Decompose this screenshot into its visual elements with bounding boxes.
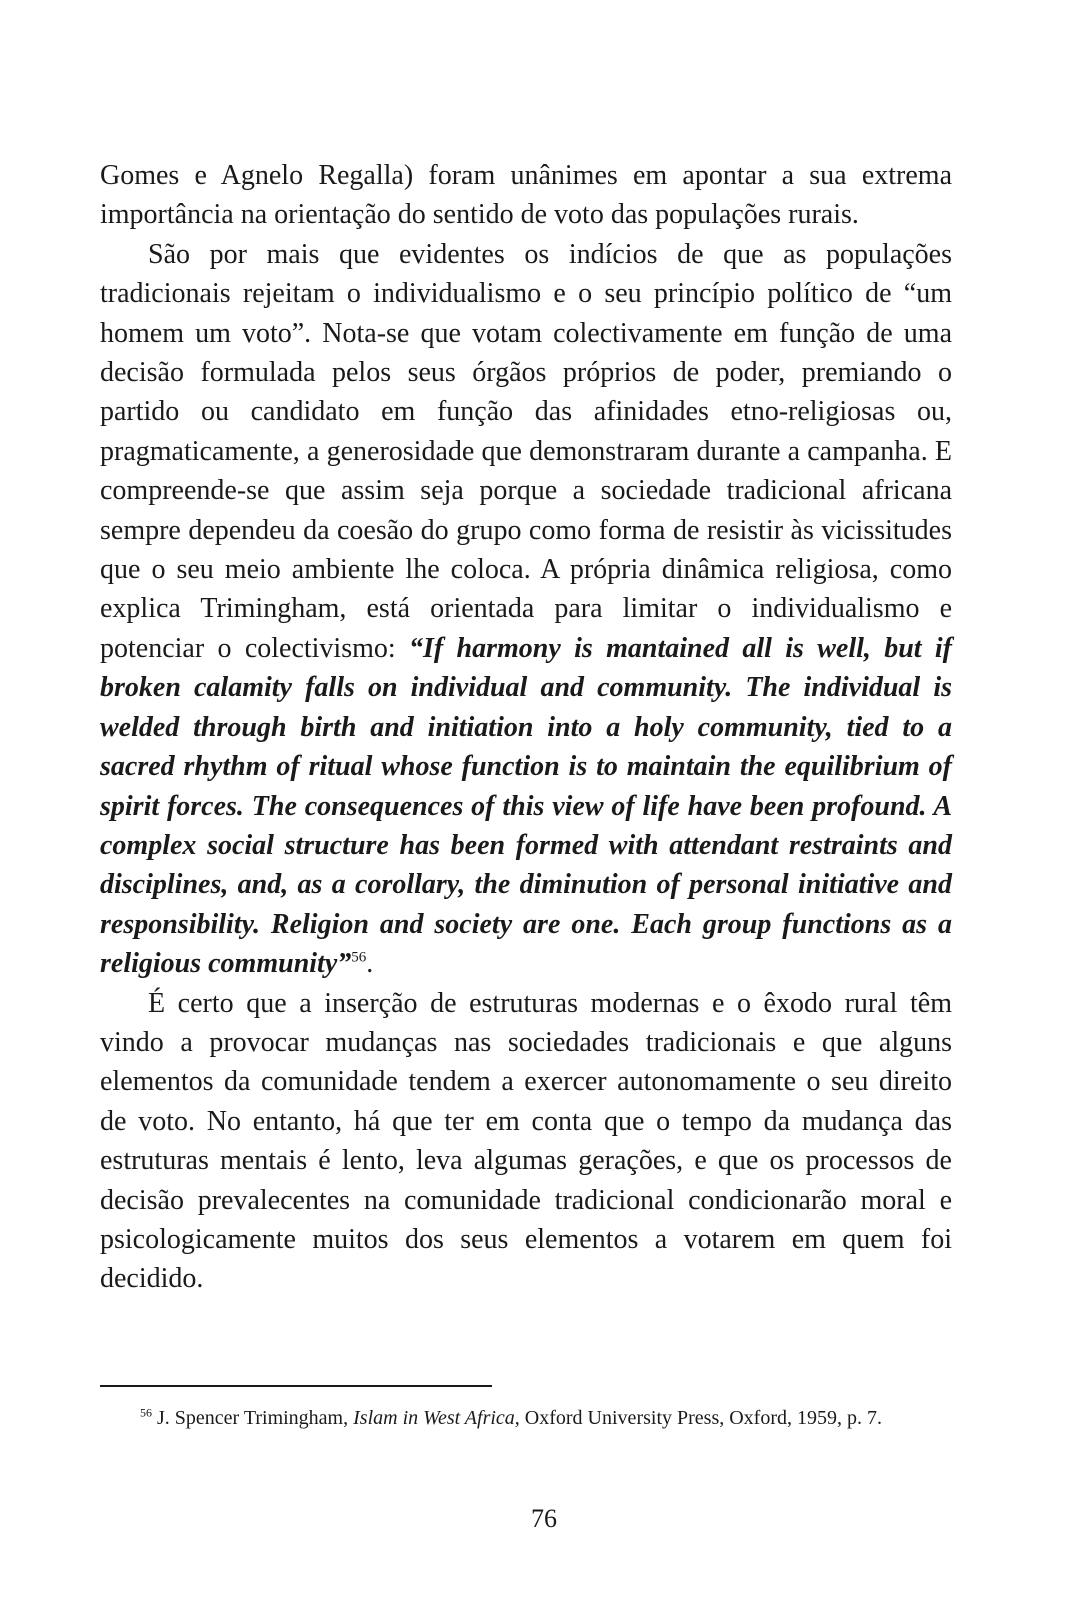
footnote — [100, 1404, 952, 1433]
paragraph-trimingham — [100, 235, 952, 984]
paragraph-end: . — [366, 948, 374, 980]
footnote-reference[interactable]: 56 — [351, 949, 367, 966]
paragraph-continuation: Gomes e Agnelo Regalla) foram unânimes em apontar a sua extrema importância na orientação do sentido de voto das populações rurais. — [100, 160, 952, 231]
footnote-work-title: Islam in West Africa — [353, 1407, 515, 1429]
trimingham-quote: “If harmony is mantained all is well, but if broken calamity falls on individual and community. The individual is welded through birth and initiation into a holy community, tied to a sacred rhythm of ritual whose function is to maintain the equilibrium of spirit forces. The consequences of this view of life have been profound. A complex social structure has been formed with attendant restraints and disciplines, and, as a corollary, the diminution of personal initiative and responsibility. Religion and society are one. Each group functions as a religious community” — [100, 632, 952, 980]
footnote-number: 56 — [140, 1405, 152, 1420]
paragraph-rural-exodus: É certo que a inserção de estruturas modernas e o êxodo rural têm vindo a provocar mudanças nas sociedades tradicionais e que alguns elementos da comunidade tendem a exercer autonomamente o seu direito de voto. No entanto, há que ter em conta que o tempo da mudança das estruturas mentais é lento, leva algumas gerações, e que os processos de decisão prevalecentes na comunidade tradicional condicionarão moral e psicologicamente muitos dos seus elementos a votarem em quem foi decidido. — [100, 987, 952, 1295]
body-text — [100, 156, 952, 1299]
page-number: 76 — [531, 1504, 557, 1533]
paragraph-text: São por mais que evidentes os indícios de que as populações tradicionais rejeitam o individualismo e o seu princípio político de “um homem um voto”. Nota-se que votam colectivamente em função de uma decisão formulada pelos seus órgãos próprios de poder, premiando o partido ou candidato em função das afinidades etno-religiosas ou, pragmaticamente, a generosidade que demonstraram durante a campanha. E compreende-se que assim seja porque a sociedade tradicional africana sempre dependeu da coesão do grupo como forma de resistir às vicissitudes que o seu meio ambiente lhe coloca. A própria dinâmica religiosa, como explica Trimingham, está orientada para limitar o individualismo e potenciar o colectivismo: — [100, 238, 952, 664]
footnote-separator — [100, 1385, 492, 1387]
footnote-author: J. Spencer Trimingham, — [152, 1407, 354, 1429]
footnote-publication: , Oxford University Press, Oxford, 1959, p. 7. — [514, 1407, 882, 1429]
